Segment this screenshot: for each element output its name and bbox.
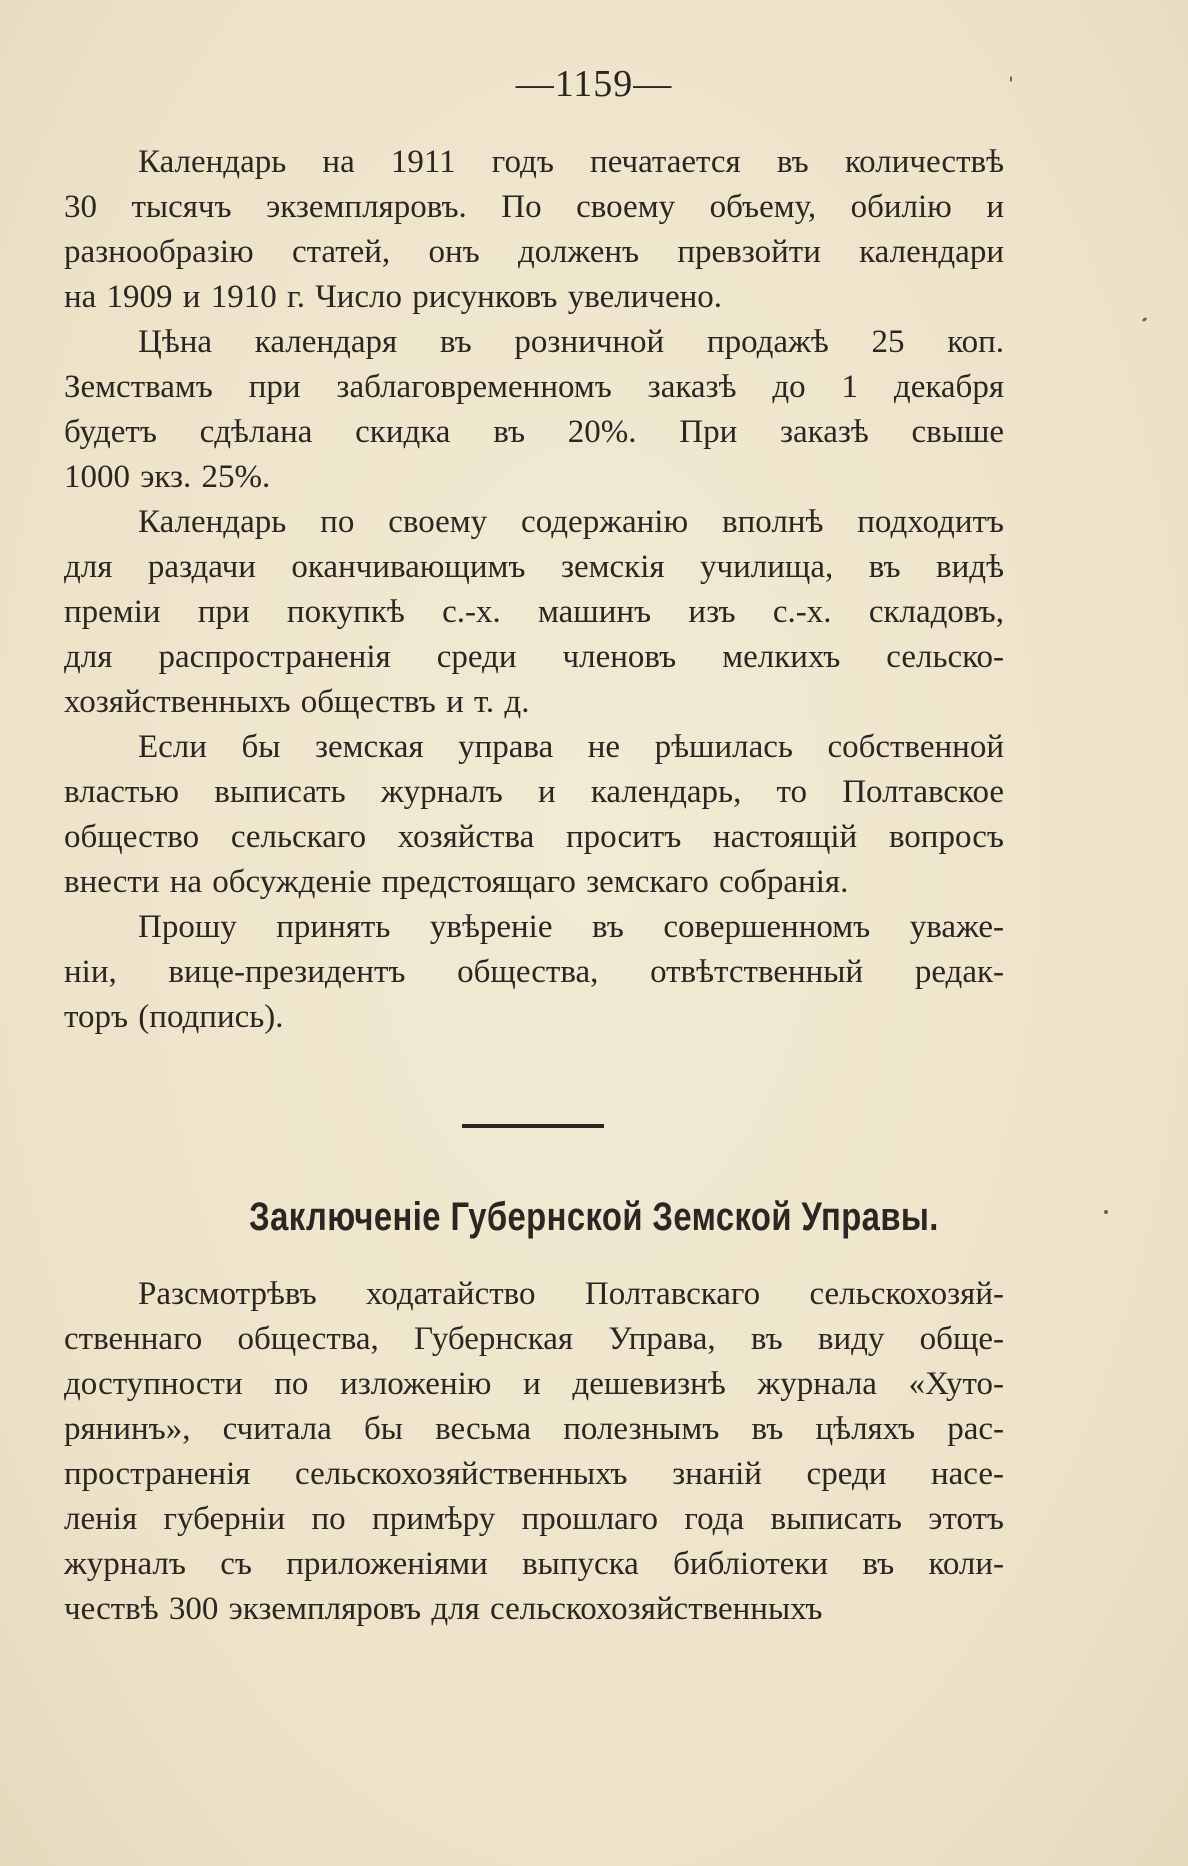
text-line: доступности по изложенію и дешевизнѣ журнала «Хуто- [64, 1366, 1004, 1402]
paragraph [64, 725, 1004, 905]
text-line: Календарь на 1911 годъ печатается въ количествѣ [138, 144, 1004, 180]
text-line: хозяйственныхъ обществъ и т. д. [64, 684, 530, 720]
text-line: Цѣна календаря въ розничной продажѣ 25 коп. [138, 324, 1004, 360]
text-line: Разсмотрѣвъ ходатайство Полтавскаго сельскохозяй- [138, 1276, 1004, 1312]
text-line: на 1909 и 1910 г. Число рисунковъ увеличено. [64, 279, 723, 315]
text-line: преміи при покупкѣ с.-х. машинъ изъ с.-х. складовъ, [64, 594, 1004, 630]
paragraph [64, 905, 1004, 1040]
paragraph [64, 140, 1004, 320]
text-line: ніи, вице-президентъ общества, отвѣтственный редак- [64, 954, 1004, 990]
text-line: для раздачи оканчивающимъ земскія училища, въ видѣ [64, 549, 1004, 585]
text-line: властью выписать журналъ и календарь, то Полтавское [64, 774, 1004, 810]
conclusion-text [64, 1272, 1004, 1632]
paragraph [64, 500, 1004, 725]
paper-speck [1142, 317, 1148, 322]
text-line: Если бы земская управа не рѣшилась собственной [138, 729, 1004, 765]
section-divider [462, 1124, 604, 1128]
text-line: разнообразію статей, онъ долженъ превзойти календари [64, 234, 1004, 270]
text-line: рянинъ», считала бы весьма полезнымъ въ цѣляхъ рас- [64, 1411, 1004, 1447]
text-line: 1000 экз. 25%. [64, 459, 271, 495]
paper-speck [1104, 1210, 1108, 1214]
text-line: торъ (подпись). [64, 999, 284, 1035]
text-line: 30 тысячъ экземпляровъ. По своему объему, обилію и [64, 189, 1004, 225]
text-line: для распространенія среди членовъ мелкихъ сельско- [64, 639, 1004, 675]
paper-speck [1010, 76, 1012, 82]
text-line: Земствамъ при заблаговременномъ заказѣ до 1 декабря [64, 369, 1004, 405]
text-line: Календарь по своему содержанію вполнѣ подходитъ [138, 504, 1004, 540]
text-line: чествѣ 300 экземпляровъ для сельскохозяйственныхъ [64, 1591, 823, 1627]
text-line: внести на обсужденіе предстоящаго земскаго собранія. [64, 864, 849, 900]
text-line: пространенія сельскохозяйственныхъ знаній среди насе- [64, 1456, 1004, 1492]
paragraph [64, 1272, 1004, 1632]
letter-text [64, 140, 1004, 1040]
text-line: будетъ сдѣлана скидка въ 20%. При заказѣ свыше [64, 414, 1004, 450]
text-line: общество сельскаго хозяйства проситъ настоящій вопросъ [64, 819, 1004, 855]
page-number: —1159— [515, 63, 673, 105]
section-title: Заключеніе Губернской Земской Управы. [249, 1195, 939, 1239]
text-line: ственнаго общества, Губернская Управа, въ виду обще- [64, 1321, 1004, 1357]
text-line: ленія губерніи по примѣру прошлаго года выписать этотъ [64, 1501, 1004, 1537]
text-line: журналъ съ приложеніями выпуска библіотеки въ коли- [64, 1546, 1004, 1582]
text-line: Прошу принять увѣреніе въ совершенномъ уваже- [138, 909, 1004, 945]
paragraph [64, 320, 1004, 500]
